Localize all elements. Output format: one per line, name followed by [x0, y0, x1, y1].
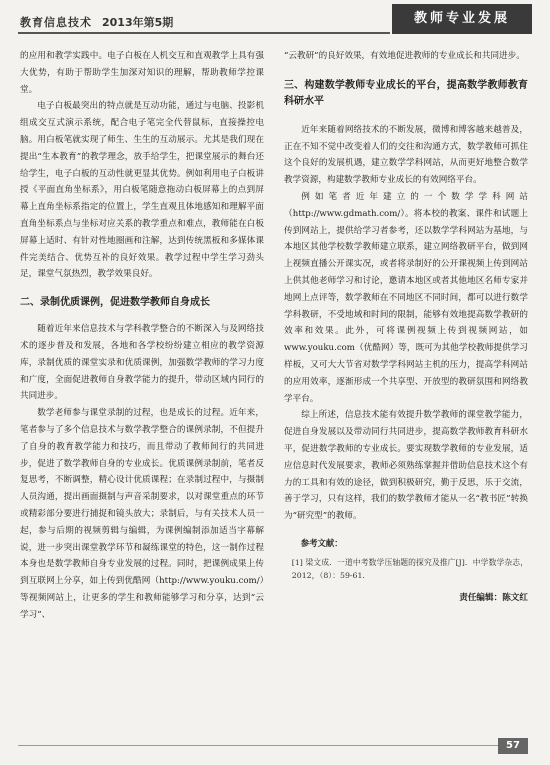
paragraph: 综上所述，信息技术能有效提升数学教师的课堂教学能力，促进自身发展以及带动同行共同进步，提高数学教师教育科研水平，促进数学教师的专业成长。要实现数学教师的专业发展，适应信息时代发展要求，教师必须熟练掌握并借助信息技术这个有力的工具和有效的途径，做到积极研究，勤于反思，乐于交流，善于学习，只有这样，我们的数学教师才能从一名“教书匠”转换为“研究型”的教师。	[284, 410, 528, 522]
paragraph: 的应用和教学实践中。电子白板在人机交互和直观教学上具有强大优势，有助于帮助学生加深对知识的理解，帮助教师学控课堂。	[20, 51, 264, 95]
references-heading: 参考文献：	[300, 537, 343, 548]
column-banner: 教师专业发展	[392, 4, 532, 34]
paragraph: 例如笔者近年建立的一个数学学科网站（http://www.gdmath.com/）。将本校的教案、课件和试题上传到网站上，提供给学习者参考，还以数学学科网站为基地，与本地区其他学校数学教师建立联系，建立网络教研平台，做到网上视频直播公开课实况，或者将录制好的公开课视频上传到网站上供其他老师学习和讨论，邀请本地区或者其他地区名师专家并地网上点评等，数学教师在不同地区不同时间，都可以进行数学学科教研，不受地域和时间的限制，能够有效地提高数学教研的效率和效果。此外，可将课例视频上传到视频网站，如www.youku.com（优酷网）等，既可为其他学校教师提供学习样板，又可大大节省对数学学科网站主机的压力，提高学科网站的应用效率，逐渐形成一个共享型、开放型的教研氛围和网络教学平台。	[284, 191, 528, 404]
page-number: 57	[498, 738, 528, 754]
header-rule	[18, 32, 390, 34]
section-heading: 三、构建数学教师专业成长的平台，提高数学教师教育科研水平	[284, 79, 528, 107]
paragraph: 数学老师参与课堂录制的过程，也是成长的过程。近年来，笔者参与了多个信息技术与数学教学整合的课例录制，不但提升了自身的教育教学能力和技巧，而且带动了教师间行的共同进步，促进了数学教师自身的专业成长。优质课例录制前，笔者反复思考，不断调整，精心设计优质课程；在录制过程中，与摄制人员沟通，提出画面摄制与声音采制要求，以对课堂重点的环节或精彩部分要进行捕捉和镜头放大；录制后，与有关技术人员一起，参与后期的视频剪辑与编辑，为课例编制添加适当字幕解说，进一步突出课堂教学环节和凝练课堂的特色，这一制作过程本身也是数学教师自身专业发展的过程。同时，把课例成果上传到互联网上分享，如上传到优酷网（http://www.youku.com/）等视频网站上，让更多的学生和教师能够学习和分享，达到“云学习”、	[20, 408, 264, 620]
right-column	[284, 48, 528, 607]
journal-info	[20, 14, 173, 30]
paragraph: “云教研”的良好效果，有效地促进教师的专业成长和共同进步。	[284, 51, 525, 61]
paragraph: 随着近年来信息技术与学科教学整合的不断深入与及网络技术的逐步普及和发展，各地和各学校纷纷建立相应的教学资源库，录制优质的课堂实录和优质课例，加强数学教师的学习力度和广度，全面促进教师自身教学能力的提升，带动区域内同行的共同进步。	[20, 324, 264, 402]
editor-credit: 责任编辑：陈文红	[459, 592, 528, 603]
paragraph: 近年来随着网络技术的不断发展，微博和博客越来越普及，正在不知不觉中改变着人们的交往和沟通方式，数学教师可抓住这个良好的发展机遇，建立数学学科网站，从而更好地整合数学教学资源，构建数学教师专业成长的有效网络平台。	[284, 124, 528, 186]
left-column	[20, 48, 264, 624]
section-heading: 二、录制优质课例，促进数学教师自身成长	[20, 297, 210, 309]
journal-name: 教育信息技术	[20, 16, 92, 29]
footer-rule	[18, 745, 500, 746]
reference-item: [1] 梁文成．一道中考数学压轴题的探究及推广[J]．中学数学杂志，2012，（8）：59-61．	[291, 557, 528, 580]
issue-label: 2013年第5期	[102, 16, 174, 29]
paragraph: 电子白板最突出的特点就是互动功能，通过与电脑、投影机组成交互式演示系统，配合电子笔完全代替鼠标，直接操控电脑。用白板笔就实现了师生、生生的互动展示。尤其是我们现在提出“生本教育”的教学理念，放手给学生，把课堂展示的舞台还给学生，电子白板的互动性就更显其优势。例如利用电子白板讲授《平面直角坐标系》，用白板笔随意拖动白板屏幕上的点到屏幕上直角坐标系指定的位置上，学生直观且体地感知和理解平面直角坐标系点与坐标对应关系的教学重点和难点，教师能在白板屏幕上适时、有针对性地圈画和注解，达到传统黑板和多媒体课件完美结合、优势互补的良好效果。教学过程中学生学习劲头足，课堂气氛热烈，教学效果良好。	[20, 101, 264, 280]
page-header	[0, 0, 550, 40]
